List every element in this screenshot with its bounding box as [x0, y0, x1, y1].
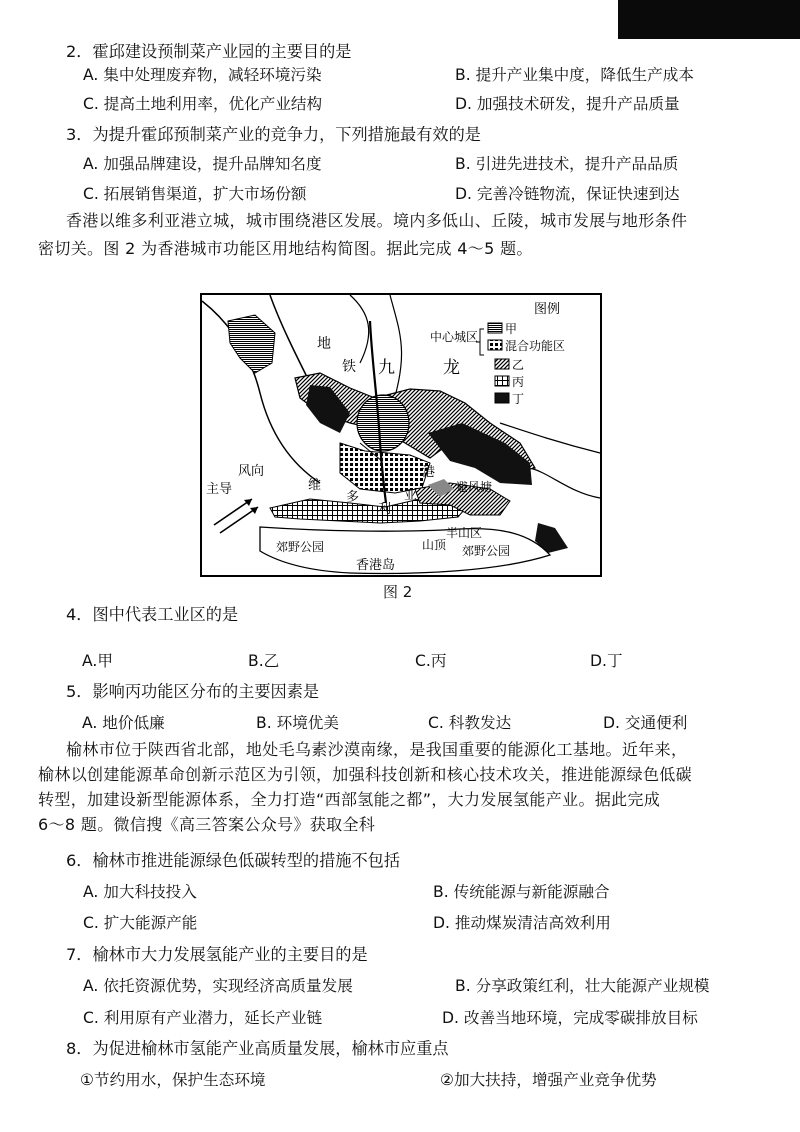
legend-label-jia: 甲: [505, 322, 518, 336]
legend-label-mixed: 混合功能区: [505, 339, 566, 353]
legend-swatch-mixed: [488, 340, 502, 350]
legend-group-label: 中心城区: [430, 330, 479, 344]
q2-option-b: B. 提升产业集中度，降低生产成本: [455, 66, 694, 84]
label-long: 龙: [443, 358, 460, 378]
q8-option-2: ②加大扶持，增强产业竞争优势: [440, 1071, 657, 1089]
q7-option-a: A. 依托资源优势，实现经济高质量发展: [83, 977, 353, 995]
q4-option-d: D.丁: [590, 652, 623, 670]
q7-option-d: D. 改善当地环境，完成零碳排放目标: [442, 1009, 698, 1027]
label-main: 主导: [206, 482, 233, 497]
legend-swatch-ding: [495, 393, 509, 403]
q2-option-a: A. 集中处理废弃物，减轻环境污染: [83, 66, 322, 84]
label-li: 利: [378, 502, 392, 517]
redaction-block: [618, 0, 800, 39]
question-6-stem: 6．榆林市推进能源绿色低碳转型的措施不包括: [66, 851, 401, 870]
passage-2-line-4: 6～8 题。微信搜《高三答案公众号》获取全科: [38, 815, 376, 834]
label-di: 地: [317, 336, 331, 352]
passage-2-line-2: 榆林以创建能源革命创新示范区为引领，加强科技创新和核心技术攻关，推进能源绿色低碳: [38, 765, 693, 784]
q6-option-a: A. 加大科技投入: [83, 883, 197, 901]
passage-2-line-3: 转型，加建设新型能源体系，全力打造“西部氢能之都”，大力发展氢能产业。据此完成: [38, 790, 661, 809]
q6-option-b: B. 传统能源与新能源融合: [433, 883, 610, 901]
q5-option-b: B. 环境优美: [256, 714, 339, 732]
question-3-stem: 3．为提升霍邱预制菜产业的竞争力，下列措施最有效的是: [66, 125, 481, 144]
q5-option-a: A. 地价低廉: [82, 714, 165, 732]
q8-option-1: ①节约用水，保护生态环境: [80, 1071, 266, 1089]
label-ya: 亚: [404, 488, 418, 503]
q6-option-d: D. 推动煤炭清洁高效利用: [433, 914, 611, 932]
label-country-park-left: 郊野公园: [276, 540, 325, 554]
label-tie: 铁: [342, 359, 356, 375]
q3-option-a: A. 加强品牌建设，提升品牌知名度: [83, 155, 322, 173]
label-jiu: 九: [378, 358, 395, 378]
legend-swatch-jia: [488, 323, 502, 333]
label-duo: 多: [346, 490, 360, 505]
hong-kong-land-use-map: [200, 293, 602, 577]
passage-1-line-2: 密切关。图 2 为香港城市功能区用地结构简图。据此完成 4～5 题。: [38, 239, 533, 258]
question-5-stem: 5．影响丙功能区分布的主要因素是: [66, 682, 320, 701]
label-typhoon-shelter: 避风塘: [456, 480, 493, 494]
label-wind: 风向: [238, 464, 265, 479]
q4-option-b: B.乙: [248, 652, 280, 670]
label-peak: 山顶: [422, 538, 447, 552]
question-4-stem: 4．图中代表工业区的是: [66, 605, 239, 624]
passage-1-line-1: 香港以维多利亚港立城，城市围绕港区发展。境内多低山、丘陵，城市发展与地形条件: [66, 211, 688, 230]
legend-swatch-bing: [495, 376, 509, 386]
zone-jia-core: [357, 395, 409, 451]
figure-caption: 图 2: [383, 583, 413, 601]
legend-label-yi: 乙: [512, 358, 525, 372]
label-wei: 维: [308, 478, 322, 493]
passage-2-line-1: 榆林市位于陕西省北部，地处毛乌素沙漠南缘，是我国重要的能源化工基地。近年来，: [66, 740, 688, 759]
legend-title: 图例: [534, 302, 561, 317]
label-gang: 港: [422, 465, 436, 480]
q3-option-b: B. 引进先进技术，提升产品品质: [455, 155, 679, 173]
q7-option-c: C. 利用原有产业潜力，延长产业链: [83, 1009, 323, 1027]
question-8-stem: 8．为促进榆林市氢能产业高质量发展，榆林市应重点: [66, 1039, 449, 1058]
q2-option-d: D. 加强技术研发，提升产品质量: [455, 95, 680, 113]
q4-option-a: A.甲: [82, 652, 113, 670]
label-hk-island: 香港岛: [356, 558, 396, 573]
q4-option-c: C.丙: [415, 652, 447, 670]
q5-option-c: C. 科教发达: [428, 714, 512, 732]
legend-label-ding: 丁: [512, 392, 525, 406]
legend-label-bing: 丙: [512, 375, 525, 389]
question-2-stem: 2．霍邱建设预制菜产业园的主要目的是: [66, 42, 352, 61]
q5-option-d: D. 交通便利: [603, 714, 688, 732]
label-midlevels: 半山区: [446, 526, 483, 540]
label-country-park-right: 郊野公园: [462, 544, 511, 558]
q6-option-c: C. 扩大能源产能: [83, 914, 198, 932]
q2-option-c: C. 提高土地利用率，优化产业结构: [83, 95, 323, 113]
question-7-stem: 7．榆林市大力发展氢能产业的主要目的是: [66, 945, 368, 964]
q3-option-c: C. 拓展销售渠道，扩大市场份额: [83, 185, 307, 203]
q3-option-d: D. 完善冷链物流，保证快速到达: [455, 185, 680, 203]
q7-option-b: B. 分享政策红利，壮大能源产业规模: [455, 977, 710, 995]
legend-swatch-yi: [495, 359, 509, 369]
